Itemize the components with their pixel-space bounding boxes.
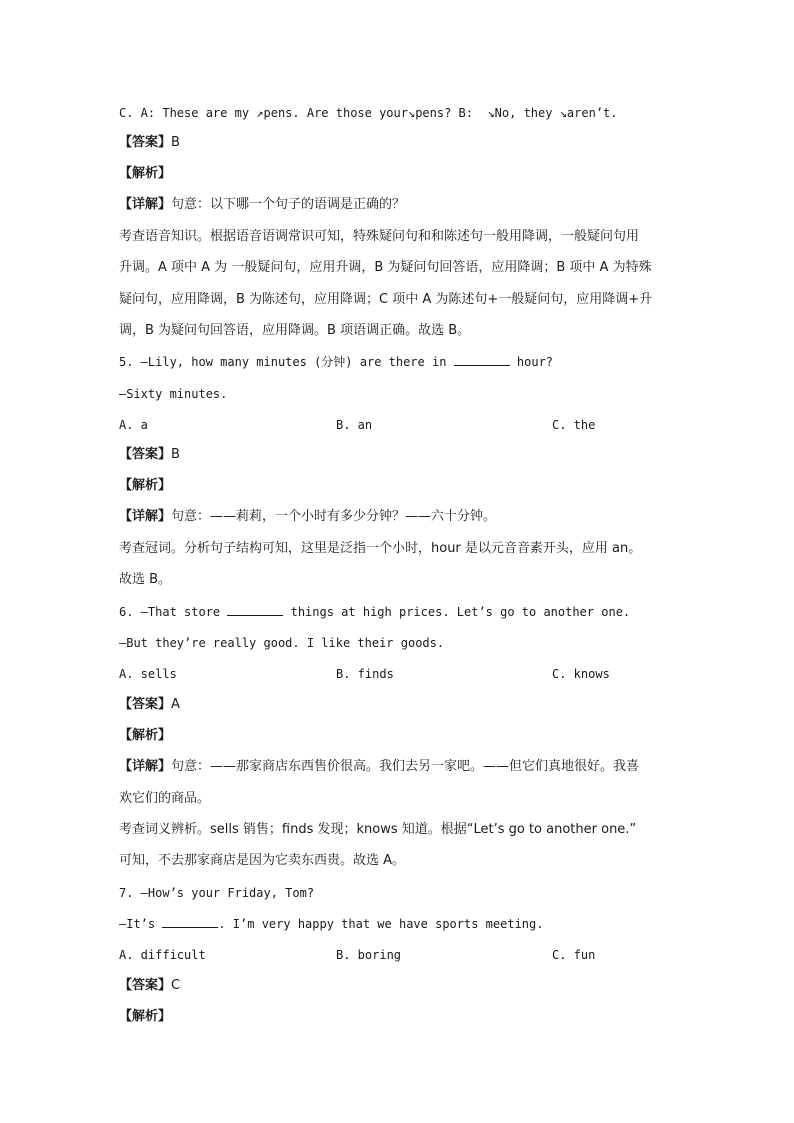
q6-option-c: C. knows — [552, 667, 610, 681]
detail-tag: 【详解】 — [119, 509, 172, 524]
q5-stem — [119, 354, 553, 370]
q6-stem-start: 6. —That store — [119, 605, 228, 619]
answer-tag: 【答案】 — [119, 978, 172, 993]
q5-analysis-tag: 【解析】 — [119, 478, 172, 493]
q4-option-c: C. A: These are my ↗pens. Are those your↘pens? B: ↘No, they ↘aren’t. — [119, 106, 618, 120]
q7-option-b: B. boring — [336, 948, 402, 962]
q5-answer-line — [119, 447, 180, 463]
q4-explanation-4: 调，B 为疑问句回答语，应用降调。B 项语调正确。故选 B。 — [119, 323, 471, 338]
q6-detail: 句意：——那家商店东西售价很高。我们去另一家吧。——但它们真地很好。我喜 — [171, 759, 640, 774]
q4-analysis-tag: 【解析】 — [119, 166, 172, 181]
q5-stem-start: 5. —Lily, how many minutes (分钟) are there in — [119, 355, 454, 369]
q6-explanation-1: 考查词义辨析。sells 销售；finds 发现；knows 知道。根据“Let’s go to another one.” — [119, 822, 637, 837]
q7-option-c: C. fun — [552, 948, 596, 962]
q6-option-a: A. sells — [119, 667, 177, 681]
q4-answer-line — [119, 135, 180, 151]
q6-stem — [119, 604, 630, 620]
q5-option-c: C. the — [552, 418, 596, 432]
detail-tag: 【详解】 — [119, 759, 172, 774]
q6-answer-line — [119, 697, 180, 713]
q5-detail: 句意：——莉莉，一个小时有多少分钟？——六十分钟。 — [171, 509, 497, 524]
q7-stem: 7. —How’s your Friday, Tom? — [119, 886, 315, 900]
q4-detail-line — [119, 197, 405, 213]
q6-option-b: B. finds — [336, 667, 394, 681]
q5-explanation-2: 故选 B。 — [119, 572, 172, 587]
answer-tag: 【答案】 — [119, 697, 172, 712]
q5-stem-end: hour? — [509, 355, 554, 369]
q7-reply — [119, 916, 543, 932]
q4-detail: 句意：以下哪一个句子的语调是正确的？ — [171, 197, 406, 212]
detail-tag: 【详解】 — [119, 197, 172, 212]
q7-reply-end: . I’m very happy that we have sports meeting. — [218, 917, 544, 931]
q6-analysis-tag: 【解析】 — [119, 728, 172, 743]
q6-detail-line — [119, 759, 639, 775]
q6-stem-end: things at high prices. Let’s go to another one. — [283, 605, 631, 619]
q5-option-b: B. an — [336, 418, 373, 432]
q6-reply: —But they’re really good. I like their goods. — [119, 636, 445, 650]
q6-blank — [227, 604, 283, 616]
q5-blank — [454, 354, 510, 366]
q4-explanation-3: 疑问句，应用降调，B 为陈述句，应用降调；C 项中 A 为陈述句+一般疑问句，应用降调+升 — [119, 292, 653, 307]
q7-answer-line — [119, 978, 180, 994]
q4-answer: B — [171, 135, 180, 150]
q5-detail-line — [119, 509, 496, 525]
answer-tag: 【答案】 — [119, 135, 172, 150]
q4-explanation-2: 升调。A 项中 A 为 一般疑问句，应用升调，B 为疑问句回答语，应用降调；B 项中 A 为特殊 — [119, 260, 652, 275]
q6-answer: A — [171, 697, 180, 712]
q5-explanation-1: 考查冠词。分析句子结构可知，这里是泛指一个小时，hour 是以元音音素开头，应用 an。 — [119, 541, 642, 556]
q7-answer: C — [171, 978, 181, 993]
q7-option-a: A. difficult — [119, 948, 206, 962]
q6-explanation-2: 可知，不去那家商店是因为它卖东西贵。故选 A。 — [119, 853, 406, 868]
q7-reply-start: —It’s — [119, 917, 163, 931]
q5-reply: —Sixty minutes. — [119, 387, 228, 401]
q5-option-a: A. a — [119, 418, 148, 432]
q4-explanation-1: 考查语音知识。根据语音语调常识可知，特殊疑问句和和陈述句一般用降调，一般疑问句用 — [119, 229, 640, 244]
q7-analysis-tag: 【解析】 — [119, 1009, 172, 1024]
q7-blank — [162, 916, 218, 928]
q6-detail-2: 欢它们的商品。 — [119, 791, 211, 806]
q5-answer: B — [171, 447, 180, 462]
answer-tag: 【答案】 — [119, 447, 172, 462]
